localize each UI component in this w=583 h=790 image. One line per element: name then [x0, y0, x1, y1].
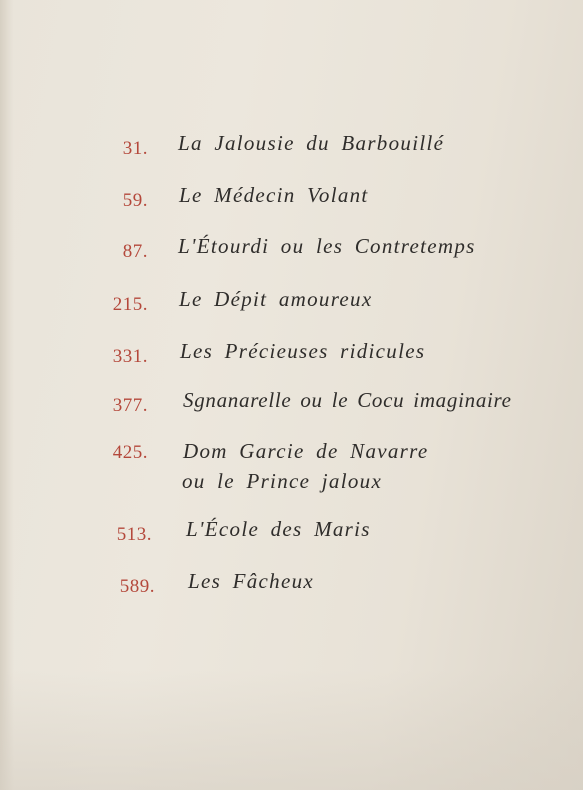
toc-title: [178, 231, 476, 261]
toc-title-line: L'Étourdi ou les Contretemps: [178, 234, 476, 258]
toc-title-line: Les Fâcheux: [188, 569, 315, 593]
toc-title: [180, 336, 425, 366]
toc-title-line: Le Dépit amoureux: [179, 287, 373, 311]
toc-title-line: La Jalousie du Barbouillé: [178, 131, 445, 155]
toc-title: [179, 284, 372, 314]
toc-title: [183, 385, 512, 415]
toc-title-line: L'École des Maris: [186, 517, 371, 541]
toc-page-number: 215.: [112, 294, 148, 315]
toc-title: [183, 436, 428, 496]
toc-page-number: 331.: [112, 346, 148, 367]
toc-title: [188, 566, 314, 596]
toc-title-line: ou le Prince jaloux: [182, 469, 383, 493]
toc-title: [178, 128, 444, 158]
toc-page-number: 377.: [112, 395, 148, 416]
toc-title-line: Sgnanarelle ou le Cocu imaginaire: [183, 388, 512, 412]
toc-page-number: 59.: [122, 190, 148, 211]
toc-page-number: 87.: [122, 241, 148, 262]
toc-title-line: Les Précieuses ridicules: [180, 339, 426, 363]
toc-title-line: Dom Garcie de Navarre: [183, 439, 429, 463]
toc-page-number: 589.: [119, 576, 155, 597]
toc-title: [179, 180, 369, 210]
toc-title-line: Le Médecin Volant: [179, 183, 369, 207]
toc-page-number: 425.: [112, 442, 148, 463]
toc-title: [186, 514, 371, 544]
toc-page-number: 513.: [116, 524, 152, 545]
toc-page-number: 31.: [122, 138, 148, 159]
